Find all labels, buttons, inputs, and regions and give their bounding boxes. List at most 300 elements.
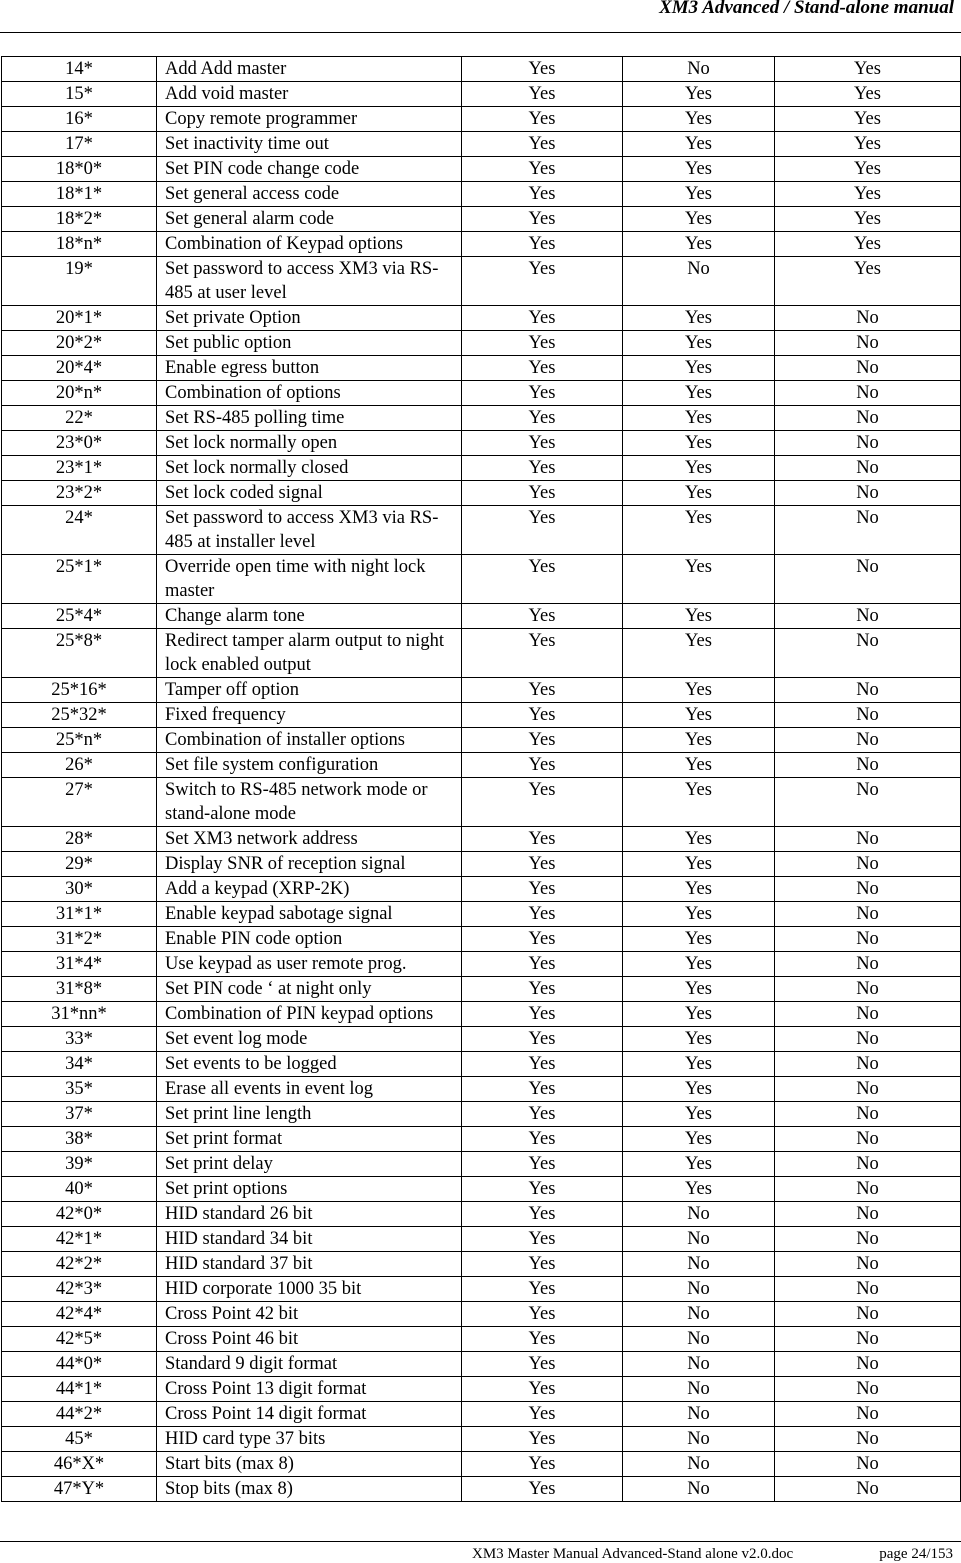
option-col-3-cell: Yes [775,82,961,107]
option-col-1-cell: Yes [462,827,623,852]
option-col-1-cell: Yes [462,1402,623,1427]
option-col-2-cell: Yes [623,232,775,257]
option-col-3-cell: No [775,431,961,456]
command-description-cell: Set general access code [157,182,462,207]
option-col-3-cell: No [775,1002,961,1027]
command-description-cell: Erase all events in event log [157,1077,462,1102]
command-code-cell: 25*1* [2,555,157,604]
table-row [2,728,961,753]
table-row [2,952,961,977]
command-code-cell: 30* [2,877,157,902]
option-col-1-cell: Yes [462,1202,623,1227]
command-code-cell: 34* [2,1052,157,1077]
option-col-3-cell: No [775,1277,961,1302]
command-code-cell: 42*4* [2,1302,157,1327]
command-code-cell: 31*1* [2,902,157,927]
option-col-1-cell: Yes [462,678,623,703]
option-col-2-cell: Yes [623,977,775,1002]
option-col-2-cell: No [623,1427,775,1452]
option-col-1-cell: Yes [462,728,623,753]
option-col-2-cell: Yes [623,728,775,753]
option-col-2-cell: Yes [623,1127,775,1152]
table-row [2,506,961,555]
option-col-1-cell: Yes [462,1102,623,1127]
option-col-2-cell: Yes [623,82,775,107]
option-col-1-cell: Yes [462,57,623,82]
option-col-1-cell: Yes [462,232,623,257]
command-description-cell: Set inactivity time out [157,132,462,157]
option-col-1-cell: Yes [462,306,623,331]
option-col-2-cell: No [623,1352,775,1377]
option-col-1-cell: Yes [462,107,623,132]
option-col-2-cell: No [623,1302,775,1327]
option-col-2-cell: Yes [623,506,775,555]
option-col-1-cell: Yes [462,852,623,877]
option-col-2-cell: Yes [623,753,775,778]
option-col-2-cell: Yes [623,629,775,678]
option-col-2-cell: Yes [623,157,775,182]
table-row [2,1102,961,1127]
command-code-cell: 24* [2,506,157,555]
command-description-cell: Enable PIN code option [157,927,462,952]
option-col-2-cell: Yes [623,406,775,431]
command-code-cell: 23*0* [2,431,157,456]
option-col-3-cell: No [775,1177,961,1202]
command-description-cell: Add a keypad (XRP-2K) [157,877,462,902]
option-col-3-cell: No [775,977,961,1002]
command-description-cell: Set PIN code change code [157,157,462,182]
table-row [2,1377,961,1402]
table-row [2,1352,961,1377]
command-description-cell: Set event log mode [157,1027,462,1052]
command-code-cell: 37* [2,1102,157,1127]
command-description-cell: Set password to access XM3 via RS-485 at user level [157,257,462,306]
option-col-1-cell: Yes [462,753,623,778]
command-code-cell: 44*2* [2,1402,157,1427]
option-col-1-cell: Yes [462,431,623,456]
option-col-3-cell: No [775,852,961,877]
command-table [1,56,961,1502]
command-description-cell: HID standard 26 bit [157,1202,462,1227]
command-code-cell: 28* [2,827,157,852]
option-col-3-cell: No [775,506,961,555]
option-col-3-cell: No [775,406,961,431]
option-col-2-cell: Yes [623,952,775,977]
option-col-1-cell: Yes [462,1077,623,1102]
command-code-cell: 44*0* [2,1352,157,1377]
option-col-1-cell: Yes [462,1152,623,1177]
table-row [2,604,961,629]
option-col-2-cell: Yes [623,1152,775,1177]
command-code-cell: 42*1* [2,1227,157,1252]
command-description-cell: Enable egress button [157,356,462,381]
option-col-3-cell: No [775,952,961,977]
table-row [2,778,961,827]
command-description-cell: Override open time with night lock master [157,555,462,604]
command-description-cell: Set RS-485 polling time [157,406,462,431]
table-row [2,1277,961,1302]
option-col-3-cell: No [775,481,961,506]
table-row [2,877,961,902]
option-col-1-cell: Yes [462,481,623,506]
command-description-cell: Set file system configuration [157,753,462,778]
option-col-1-cell: Yes [462,182,623,207]
option-col-3-cell: No [775,1352,961,1377]
command-code-cell: 20*1* [2,306,157,331]
command-description-cell: Set general alarm code [157,207,462,232]
command-description-cell: Cross Point 42 bit [157,1302,462,1327]
table-row [2,1052,961,1077]
option-col-3-cell: Yes [775,182,961,207]
table-row [2,356,961,381]
table-row [2,57,961,82]
option-col-1-cell: Yes [462,778,623,827]
command-description-cell: Combination of PIN keypad options [157,1002,462,1027]
option-col-1-cell: Yes [462,1252,623,1277]
option-col-1-cell: Yes [462,257,623,306]
command-description-cell: Cross Point 46 bit [157,1327,462,1352]
option-col-1-cell: Yes [462,927,623,952]
option-col-3-cell: Yes [775,207,961,232]
command-description-cell: Combination of options [157,381,462,406]
table-row [2,1227,961,1252]
option-col-2-cell: Yes [623,431,775,456]
option-col-1-cell: Yes [462,977,623,1002]
option-col-3-cell: Yes [775,232,961,257]
command-code-cell: 46*X* [2,1452,157,1477]
option-col-1-cell: Yes [462,1452,623,1477]
command-code-cell: 20*4* [2,356,157,381]
command-description-cell: Set PIN code ‘ at night only [157,977,462,1002]
command-code-cell: 18*1* [2,182,157,207]
table-row [2,82,961,107]
option-col-2-cell: Yes [623,1102,775,1127]
command-code-cell: 42*5* [2,1327,157,1352]
option-col-3-cell: No [775,1377,961,1402]
command-description-cell: Combination of installer options [157,728,462,753]
option-col-2-cell: No [623,57,775,82]
option-col-1-cell: Yes [462,1427,623,1452]
option-col-3-cell: Yes [775,132,961,157]
table-row [2,456,961,481]
option-col-1-cell: Yes [462,1302,623,1327]
option-col-1-cell: Yes [462,1277,623,1302]
table-row [2,927,961,952]
option-col-3-cell: No [775,555,961,604]
command-code-cell: 31*4* [2,952,157,977]
command-code-cell: 19* [2,257,157,306]
command-code-cell: 27* [2,778,157,827]
option-col-2-cell: No [623,1452,775,1477]
command-description-cell: Add void master [157,82,462,107]
option-col-2-cell: Yes [623,1002,775,1027]
option-col-2-cell: No [623,1327,775,1352]
command-description-cell: Standard 9 digit format [157,1352,462,1377]
command-description-cell: Set lock normally open [157,431,462,456]
table-row [2,1402,961,1427]
option-col-3-cell: No [775,1202,961,1227]
command-description-cell: Set XM3 network address [157,827,462,852]
option-col-2-cell: Yes [623,107,775,132]
command-description-cell: Display SNR of reception signal [157,852,462,877]
option-col-3-cell: No [775,902,961,927]
table-row [2,232,961,257]
option-col-1-cell: Yes [462,1377,623,1402]
command-description-cell: Set password to access XM3 via RS-485 at installer level [157,506,462,555]
command-code-cell: 23*1* [2,456,157,481]
table-row [2,703,961,728]
command-code-cell: 20*2* [2,331,157,356]
option-col-3-cell: No [775,703,961,728]
option-col-3-cell: No [775,827,961,852]
command-code-cell: 18*n* [2,232,157,257]
command-description-cell: Set print options [157,1177,462,1202]
table-row [2,753,961,778]
command-description-cell: HID standard 37 bit [157,1252,462,1277]
option-col-3-cell: No [775,306,961,331]
option-col-2-cell: Yes [623,1027,775,1052]
table-row [2,331,961,356]
table-row [2,157,961,182]
option-col-3-cell: No [775,629,961,678]
option-col-3-cell: No [775,456,961,481]
option-col-3-cell: No [775,1052,961,1077]
command-code-cell: 44*1* [2,1377,157,1402]
option-col-2-cell: Yes [623,456,775,481]
option-col-1-cell: Yes [462,629,623,678]
table-row [2,1002,961,1027]
command-code-cell: 16* [2,107,157,132]
command-code-cell: 47*Y* [2,1477,157,1502]
table-row [2,1327,961,1352]
option-col-2-cell: Yes [623,555,775,604]
option-col-1-cell: Yes [462,132,623,157]
option-col-2-cell: Yes [623,902,775,927]
command-code-cell: 15* [2,82,157,107]
table-row [2,257,961,306]
option-col-1-cell: Yes [462,157,623,182]
option-col-3-cell: Yes [775,257,961,306]
command-description-cell: Set print line length [157,1102,462,1127]
option-col-3-cell: No [775,778,961,827]
table-row [2,678,961,703]
table-row [2,1477,961,1502]
option-col-3-cell: No [775,1452,961,1477]
option-col-3-cell: No [775,728,961,753]
table-row [2,1177,961,1202]
command-code-cell: 25*16* [2,678,157,703]
option-col-1-cell: Yes [462,506,623,555]
table-row [2,827,961,852]
option-col-2-cell: Yes [623,604,775,629]
table-row [2,481,961,506]
command-code-cell: 42*3* [2,1277,157,1302]
option-col-3-cell: Yes [775,57,961,82]
option-col-2-cell: Yes [623,381,775,406]
command-description-cell: HID standard 34 bit [157,1227,462,1252]
option-col-1-cell: Yes [462,604,623,629]
command-description-cell: Tamper off option [157,678,462,703]
table-row [2,1452,961,1477]
command-description-cell: Fixed frequency [157,703,462,728]
table-row [2,182,961,207]
option-col-2-cell: Yes [623,356,775,381]
command-code-cell: 23*2* [2,481,157,506]
command-description-cell: Stop bits (max 8) [157,1477,462,1502]
command-code-cell: 45* [2,1427,157,1452]
table-row [2,406,961,431]
table-row [2,1302,961,1327]
command-description-cell: HID card type 37 bits [157,1427,462,1452]
option-col-2-cell: Yes [623,1177,775,1202]
option-col-2-cell: Yes [623,1077,775,1102]
option-col-2-cell: No [623,1477,775,1502]
option-col-3-cell: No [775,1027,961,1052]
option-col-2-cell: Yes [623,1052,775,1077]
option-col-1-cell: Yes [462,331,623,356]
command-code-cell: 31*2* [2,927,157,952]
option-col-1-cell: Yes [462,1352,623,1377]
table-row [2,381,961,406]
command-description-cell: Redirect tamper alarm output to night lock enabled output [157,629,462,678]
option-col-1-cell: Yes [462,877,623,902]
option-col-3-cell: No [775,1427,961,1452]
option-col-2-cell: No [623,1252,775,1277]
command-code-cell: 18*0* [2,157,157,182]
option-col-1-cell: Yes [462,1177,623,1202]
command-description-cell: Add Add master [157,57,462,82]
command-description-cell: Start bits (max 8) [157,1452,462,1477]
option-col-2-cell: Yes [623,132,775,157]
option-col-2-cell: Yes [623,703,775,728]
command-code-cell: 29* [2,852,157,877]
option-col-2-cell: Yes [623,678,775,703]
command-code-cell: 25*n* [2,728,157,753]
option-col-3-cell: No [775,356,961,381]
command-code-cell: 14* [2,57,157,82]
option-col-3-cell: No [775,927,961,952]
option-col-1-cell: Yes [462,1002,623,1027]
option-col-2-cell: Yes [623,207,775,232]
option-col-3-cell: No [775,678,961,703]
option-col-1-cell: Yes [462,952,623,977]
command-code-cell: 40* [2,1177,157,1202]
page-header [0,0,961,33]
command-code-cell: 25*8* [2,629,157,678]
option-col-2-cell: Yes [623,331,775,356]
option-col-3-cell: Yes [775,157,961,182]
option-col-1-cell: Yes [462,1227,623,1252]
option-col-2-cell: Yes [623,827,775,852]
option-col-1-cell: Yes [462,356,623,381]
page-footer [0,1541,961,1562]
command-description-cell: Enable keypad sabotage signal [157,902,462,927]
option-col-1-cell: Yes [462,1477,623,1502]
option-col-2-cell: Yes [623,927,775,952]
option-col-1-cell: Yes [462,902,623,927]
option-col-1-cell: Yes [462,207,623,232]
option-col-1-cell: Yes [462,1027,623,1052]
command-code-cell: 25*4* [2,604,157,629]
command-description-cell: Cross Point 14 digit format [157,1402,462,1427]
command-code-cell: 17* [2,132,157,157]
table-row [2,1202,961,1227]
option-col-1-cell: Yes [462,381,623,406]
command-description-cell: Cross Point 13 digit format [157,1377,462,1402]
option-col-1-cell: Yes [462,703,623,728]
option-col-1-cell: Yes [462,406,623,431]
footer-page-number: page 24/153 [879,1546,953,1562]
option-col-2-cell: Yes [623,852,775,877]
option-col-2-cell: Yes [623,778,775,827]
command-code-cell: 20*n* [2,381,157,406]
option-col-2-cell: No [623,1202,775,1227]
table-row [2,1127,961,1152]
command-description-cell: Set print format [157,1127,462,1152]
option-col-3-cell: Yes [775,107,961,132]
option-col-1-cell: Yes [462,1327,623,1352]
command-description-cell: Set lock normally closed [157,456,462,481]
option-col-2-cell: No [623,1402,775,1427]
option-col-2-cell: Yes [623,182,775,207]
command-description-cell: Use keypad as user remote prog. [157,952,462,977]
option-col-3-cell: No [775,1252,961,1277]
header-title: XM3 Advanced / Stand-alone manual [659,0,954,18]
option-col-3-cell: No [775,1227,961,1252]
command-description-cell: Set lock coded signal [157,481,462,506]
command-code-cell: 42*0* [2,1202,157,1227]
option-col-1-cell: Yes [462,82,623,107]
command-code-cell: 18*2* [2,207,157,232]
table-row [2,107,961,132]
table-row [2,306,961,331]
table-row [2,902,961,927]
table-row [2,1152,961,1177]
option-col-3-cell: No [775,331,961,356]
command-code-cell: 31*nn* [2,1002,157,1027]
command-code-cell: 31*8* [2,977,157,1002]
option-col-3-cell: No [775,604,961,629]
option-col-3-cell: No [775,1302,961,1327]
footer-doc-name: XM3 Master Manual Advanced-Stand alone v2.0.doc [472,1546,794,1562]
option-col-2-cell: No [623,1377,775,1402]
command-description-cell: HID corporate 1000 35 bit [157,1277,462,1302]
option-col-2-cell: Yes [623,306,775,331]
option-col-2-cell: Yes [623,877,775,902]
option-col-3-cell: No [775,877,961,902]
command-description-cell: Copy remote programmer [157,107,462,132]
command-description-cell: Set print delay [157,1152,462,1177]
table-row [2,132,961,157]
option-col-3-cell: No [775,1077,961,1102]
command-code-cell: 33* [2,1027,157,1052]
option-col-1-cell: Yes [462,1127,623,1152]
command-description-cell: Switch to RS-485 network mode or stand-alone mode [157,778,462,827]
option-col-3-cell: No [775,1152,961,1177]
command-code-cell: 39* [2,1152,157,1177]
option-col-3-cell: No [775,753,961,778]
option-col-1-cell: Yes [462,555,623,604]
option-col-2-cell: No [623,257,775,306]
option-col-2-cell: No [623,1227,775,1252]
command-description-cell: Set private Option [157,306,462,331]
command-code-cell: 42*2* [2,1252,157,1277]
table-row [2,431,961,456]
command-code-cell: 22* [2,406,157,431]
option-col-3-cell: No [775,381,961,406]
option-col-3-cell: No [775,1127,961,1152]
table-row [2,1027,961,1052]
